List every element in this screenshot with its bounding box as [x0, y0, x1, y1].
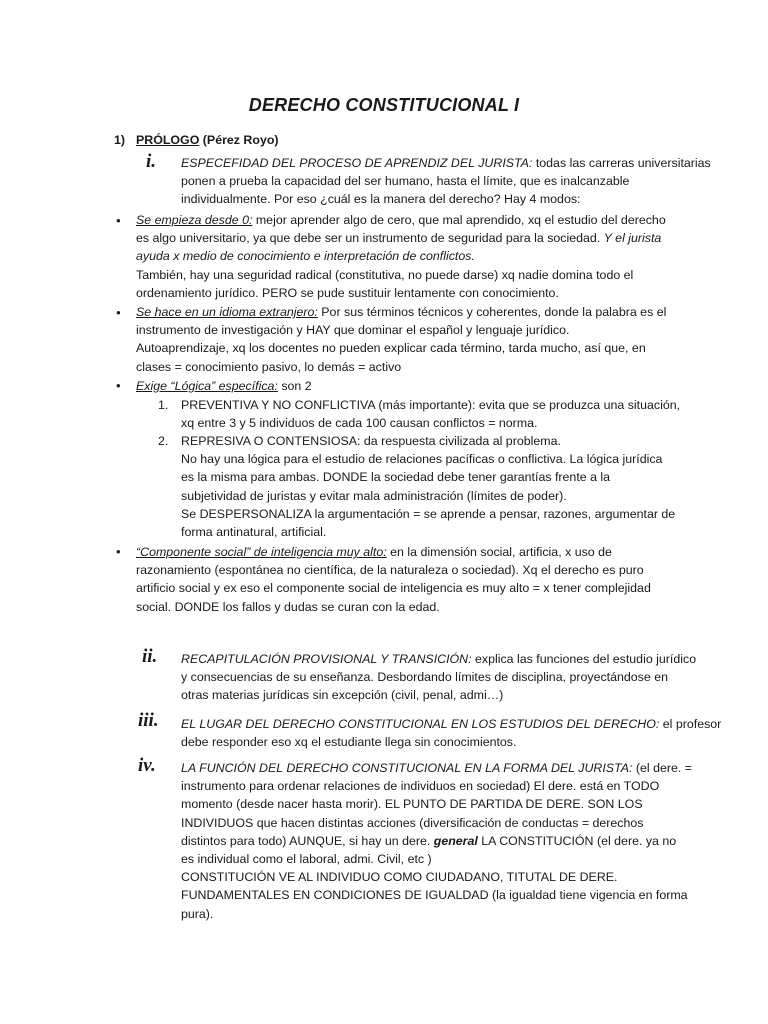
- section-title: PRÓLOGO: [136, 133, 200, 147]
- item-ii-label: RECAPITULACIÓN PROVISIONAL Y TRANSICIÓN:: [181, 652, 472, 666]
- list-number: 1.: [158, 398, 169, 412]
- list-item: PREVENTIVA Y NO CONFLICTIVA (más importante): evita que se produzca una situación, xq entre 3 y 5 individuos de cada 100 causan conflictos = norma.: [181, 398, 681, 431]
- roman-numeral-i: i.: [146, 151, 157, 172]
- bullet-3-label: Exige “Lógica” específica:: [136, 379, 278, 393]
- bullet-icon: •: [116, 378, 121, 393]
- item-iii-text: EL LUGAR DEL DERECHO CONSTITUCIONAL EN LOS ESTUDIOS DEL DERECHO: el profesor debe responder eso xq el estudiante llega sin conocimientos.: [181, 717, 722, 750]
- bullet-1-text: Se empieza desde 0: mejor aprender algo de cero, que mal aprendido, xq el estudio del derecho es algo universitario, ya que debe ser un instrumento de seguridad para la sociedad. Y el jurista ayuda x medio de conocimiento e interpretación de conflictos. También, hay una seguridad radical (constitutiva, no puede darse) xq nadie domina todo el ordenamiento jurídico. PERO se pude sustituir lentamente con conocimiento.: [136, 213, 666, 300]
- bullet-4-label: “Componente social” de inteligencia muy alto:: [136, 545, 387, 559]
- bullet-2-text: Se hace en un idioma extranjero: Por sus términos técnicos y coherentes, donde la palabra es el instrumento de investigación y HAY que dominar el español y lenguaje jurídico. Autoaprendizaje, xq los docentes no pueden explicar cada término, tarda mucho, así que, en clases = conocimiento pasivo, lo demás = activo: [136, 305, 667, 374]
- item-iv-label: LA FUNCIÓN DEL DERECHO CONSTITUCIONAL EN LA FORMA DEL JURISTA:: [181, 761, 633, 775]
- item-i-text: ESPECEFIDAD DEL PROCESO DE APRENDIZ DEL JURISTA: todas las carreras universitarias ponen a prueba la capacidad del ser humano, hasta el límite, que es inalcanzable individualmente. Por eso ¿cuál es la manera del derecho? Hay 4 modos:: [181, 156, 711, 207]
- item-i-label: ESPECEFIDAD DEL PROCESO DE APRENDIZ DEL JURISTA:: [181, 156, 533, 170]
- bullet-3-text: Exige “Lógica” específica: son 2: [136, 379, 312, 393]
- bullet-icon: •: [116, 305, 121, 320]
- item-iv-text: LA FUNCIÓN DEL DERECHO CONSTITUCIONAL EN LA FORMA DEL JURISTA: (el dere. = instrumento para ordenar relaciones de individuos en sociedad) El dere. está en TODO momento (desde nacer hasta morir). EL PUNTO DE PARTIDA DE DERE. SON LOS INDIVIDUOS que hacen distintas acciones (diversificación de conductas = derechos distintos para todo) AUNQUE, si hay un dere. general LA CONSTITUCIÓN (el dere. ya no es individual como el laboral, admi. Civil, etc ) CONSTITUCIÓN VE AL INDIVIDUO COMO CIUDADANO, TITUTAL DE DERE. FUNDAMENTALES EN CONDICIONES DE IGUALDAD (la igualdad tiene vigencia en forma pura).: [181, 761, 692, 921]
- document-title: DERECHO CONSTITUCIONAL I: [248, 95, 520, 115]
- bullet-2-label: Se hace en un idioma extranjero:: [136, 305, 318, 319]
- bullet-1-label: Se empieza desde 0:: [136, 213, 253, 227]
- item-iii-label: EL LUGAR DEL DERECHO CONSTITUCIONAL EN LOS ESTUDIOS DEL DERECHO:: [181, 717, 660, 731]
- roman-numeral-iii: iii.: [138, 710, 159, 731]
- roman-numeral-iv: iv.: [138, 755, 156, 776]
- roman-numeral-ii: ii.: [142, 646, 158, 667]
- section-number: 1): [114, 133, 126, 147]
- section-heading: [114, 131, 279, 149]
- bullet-icon: •: [116, 544, 121, 559]
- section-author: (Pérez Royo): [202, 133, 279, 147]
- bullet-icon: •: [116, 213, 121, 228]
- list-item: REPRESIVA O CONTENSIOSA: da respuesta civilizada al problema. No hay una lógica para el estudio de relaciones pacíficas o conflictiva. La lógica jurídica es la misma para ambas. DONDE la sociedad debe tener garantías frente a la subjetividad de juristas y evitar mala administración (límites de poder). Se DESPERSONALIZA la argumentación = se aprende a pensar, razones, argumentar de forma antinatural, artificial.: [181, 434, 676, 540]
- list-number: 2.: [158, 434, 169, 448]
- item-ii-text: RECAPITULACIÓN PROVISIONAL Y TRANSICIÓN: explica las funciones del estudio jurídico y consecuencias de su enseñanza. Desbordando límites de disciplina, proyectándose en otras materias jurídicas sin excepción (civil, penal, admi…): [181, 652, 697, 703]
- bullet-4-text: “Componente social” de inteligencia muy alto: en la dimensión social, artificia, x uso de razonamiento (espontánea no científica, de la naturaleza o sociedad). Xq el derecho es puro artificio social y ex eso el componente social de inteligencia es muy alto = x tener complejidad social. DONDE los fallos y dudas se curan con la edad.: [136, 545, 651, 614]
